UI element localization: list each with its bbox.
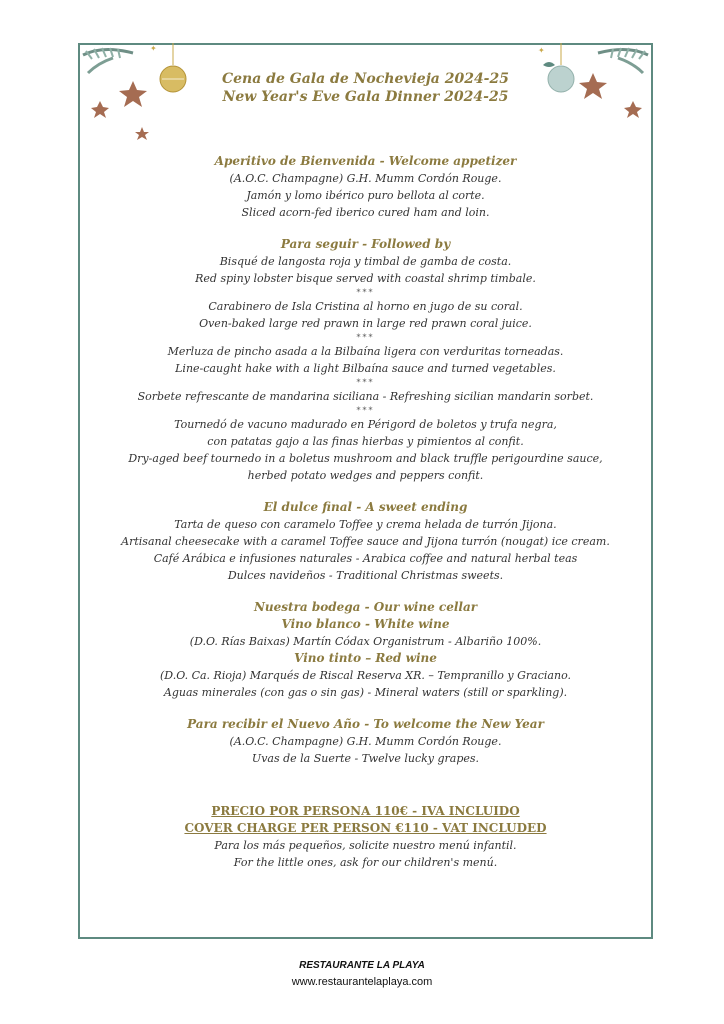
menu-line: Line-caught hake with a light Bilbaína sauce and turned vegetables.	[175, 362, 556, 375]
menu-line: Dulces navideños - Traditional Christmas sweets.	[227, 569, 504, 582]
menu-line: Red spiny lobster bisque served with coastal shrimp timbale.	[195, 272, 536, 285]
menu-line: (A.O.C. Champagne) G.H. Mumm Cordón Rouge.	[229, 735, 502, 748]
menu-line: (A.O.C. Champagne) G.H. Mumm Cordón Rouge.	[229, 172, 502, 185]
separator: ***	[356, 378, 375, 387]
website-link[interactable]: www.restaurantelaplaya.com	[291, 976, 433, 988]
svg-text:✦: ✦	[538, 46, 545, 55]
price-spanish: PRECIO POR PERSONA 110€ - IVA INCLUIDO	[211, 804, 520, 818]
menu-line: Bisqué de langosta roja y timbal de gamba de costa.	[219, 255, 512, 268]
svg-text:✦: ✦	[150, 44, 157, 53]
section-heading-aperitivo: Aperitivo de Bienvenida - Welcome appetizer	[214, 154, 517, 168]
kids-note-spanish: Para los más pequeños, solicite nuestro menú infantil.	[214, 839, 517, 852]
star-icon	[135, 127, 149, 140]
menu-line: Artisanal cheesecake with a caramel Toffee sauce and Jijona turrón (nougat) ice cream.	[121, 535, 610, 548]
section-heading-seguir: Para seguir - Followed by	[280, 237, 451, 251]
menu-line: Sorbete refrescante de mandarina siciliana - Refreshing sicilian mandarin sorbet.	[137, 390, 594, 403]
menu-line: Uvas de la Suerte - Twelve lucky grapes.	[251, 752, 480, 765]
menu-line: Oven-baked large red prawn in large red prawn coral juice.	[199, 317, 532, 330]
price-english: COVER CHARGE PER PERSON €110 - VAT INCLUDED	[184, 821, 547, 835]
menu-line: Carabinero de Isla Cristina al horno en jugo de su coral.	[208, 300, 523, 313]
menu-line: Café Arábica e infusiones naturales - Arabica coffee and natural herbal teas	[153, 552, 578, 565]
menu-line: herbed potato wedges and peppers confit.	[247, 469, 484, 482]
title-block	[78, 70, 653, 106]
footer	[0, 958, 724, 990]
menu-line: Tarta de queso con caramelo Toffee y crema helada de turrón Jijona.	[174, 518, 557, 531]
subheading-white-wine: Vino blanco - White wine	[281, 617, 450, 631]
menu-line: Sliced acorn-fed iberico cured ham and loin.	[241, 206, 490, 219]
menu-line: (D.O. Ca. Rioja) Marqués de Riscal Reserva XR. – Tempranillo y Graciano.	[160, 669, 571, 682]
menu-line: con patatas gajo a las finas hierbas y pimientos al confit.	[207, 435, 524, 448]
title-english: New Year's Eve Gala Dinner 2024-25	[222, 89, 509, 105]
menu-line: Dry-aged beef tournedo in a boletus mushroom and black truffle perigourdine sauce,	[128, 452, 603, 465]
title-spanish: Cena de Gala de Nochevieja 2024-25	[222, 71, 509, 87]
separator: ***	[356, 288, 375, 297]
menu-line: (D.O. Rías Baixas) Martín Códax Organistrum - Albariño 100%.	[189, 635, 542, 648]
menu-content	[78, 153, 653, 871]
menu-line: Tournedó de vacuno madurado en Périgord de boletos y trufa negra,	[174, 418, 557, 431]
kids-note-english: For the little ones, ask for our children's menú.	[233, 856, 498, 869]
menu-line: Merluza de pincho asada a la Bilbaína ligera con verduritas torneadas.	[167, 345, 564, 358]
section-heading-dulce: El dulce final - A sweet ending	[263, 500, 468, 514]
subheading-red-wine: Vino tinto – Red wine	[294, 651, 437, 665]
menu-line: Aguas minerales (con gas o sin gas) - Mineral waters (still or sparkling).	[163, 686, 568, 699]
section-heading-bodega: Nuestra bodega - Our wine cellar	[253, 600, 478, 614]
separator: ***	[356, 333, 375, 342]
section-heading-nuevo-ano: Para recibir el Nuevo Año - To welcome the New Year	[187, 717, 544, 731]
restaurant-name: RESTAURANTE LA PLAYA	[299, 960, 425, 971]
separator: ***	[356, 406, 375, 415]
menu-line: Jamón y lomo ibérico puro bellota al corte.	[246, 189, 485, 202]
